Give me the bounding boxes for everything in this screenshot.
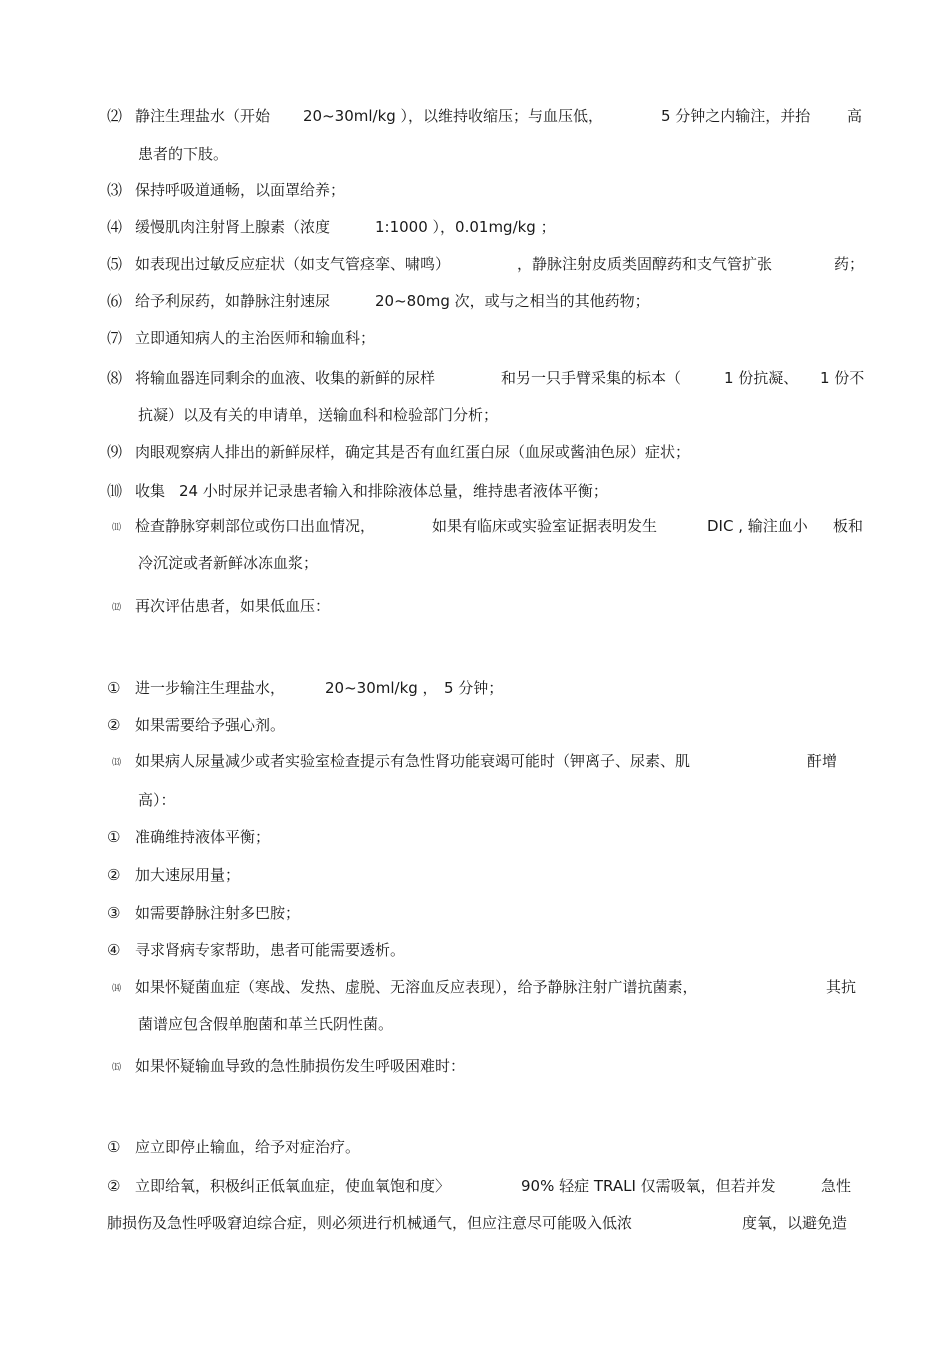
list-item — [0, 326, 950, 350]
text-segment: 20~30ml/kg ， — [325, 679, 438, 697]
text-segment: 1:1000 ），0.01mg/kg ； — [375, 218, 556, 236]
text-segment: 患者的下肢。 — [138, 145, 229, 163]
list-item — [0, 975, 950, 999]
text-segment: 如果病人尿量减少或者实验室检查提示有急性肾功能衰竭可能时（钾离子、尿素、肌 — [135, 752, 691, 770]
text-segment: 如果有临床或实验室证据表明发生 — [432, 517, 658, 535]
text-segment: 给予利尿药，如静脉注射速尿 — [135, 292, 331, 310]
text-segment: 如果怀疑输血导致的急性肺损伤发生呼吸困难时： — [135, 1057, 466, 1075]
text-segment: 如果需要给予强心剂。 — [135, 716, 286, 734]
list-item — [0, 1174, 950, 1198]
text-segment: 和另一只手臂采集的标本（ — [501, 369, 682, 387]
text-segment: 高 — [847, 107, 863, 125]
text-segment: 如需要静脉注射多巴胺； — [135, 904, 301, 922]
text-segment: DIC , 输注血小 — [707, 517, 808, 535]
item-marker: ⑸ — [107, 255, 123, 273]
list-item — [0, 104, 950, 128]
item-marker: ④ — [107, 941, 121, 959]
text-segment: 加大速尿用量； — [135, 866, 241, 884]
item-marker: ⑿ — [112, 603, 122, 613]
text-segment: 5 分钟； — [444, 679, 504, 697]
list-item — [0, 551, 950, 575]
item-marker: ② — [107, 1177, 121, 1195]
text-segment: 24 小时尿并记录患者输入和排除液体总量，维持患者液体平衡； — [179, 482, 608, 500]
text-segment: 肺损伤及急性呼吸窘迫综合症，则必须进行机械通气，但应注意尽可能吸入低浓 — [107, 1214, 633, 1232]
item-marker: ⑼ — [107, 443, 123, 461]
item-marker: ⑻ — [107, 369, 123, 387]
text-segment: 菌谱应包含假单胞菌和革兰氏阴性菌。 — [138, 1015, 394, 1033]
item-marker: ① — [107, 679, 121, 697]
text-segment: 度氧，以避免造 — [742, 1214, 848, 1232]
list-item — [0, 403, 950, 427]
list-item — [0, 1012, 950, 1036]
list-item — [0, 479, 950, 503]
list-item — [0, 440, 950, 464]
text-segment: 再次评估患者，如果低血压： — [135, 597, 331, 615]
item-marker: ⑹ — [107, 292, 123, 310]
text-segment: 肉眼观察病人排出的新鲜尿样，确定其是否有血红蛋白尿（血尿或酱油色尿）症状； — [135, 443, 691, 461]
text-segment: 板和 — [833, 517, 864, 535]
list-item — [0, 215, 950, 239]
text-segment: 其抗 — [826, 978, 857, 996]
item-marker: ③ — [107, 904, 121, 922]
item-marker: ⑽ — [107, 482, 123, 500]
list-item — [0, 749, 950, 773]
list-item — [0, 366, 950, 390]
list-item — [0, 938, 950, 962]
item-marker: ⒀ — [112, 758, 122, 768]
item-marker: ⑵ — [107, 107, 123, 125]
item-marker: ⒂ — [112, 1063, 122, 1073]
text-segment: 急性 — [821, 1177, 852, 1195]
list-item — [0, 713, 950, 737]
item-marker: ① — [107, 828, 121, 846]
item-marker: ⑷ — [107, 218, 123, 236]
list-item — [0, 825, 950, 849]
list-item — [0, 1211, 950, 1235]
text-segment: 立即给氧，积极纠正低氧血症，使血氧饱和度〉 — [135, 1177, 451, 1195]
text-segment: ，静脉注射皮质类固醇药和支气管扩张 — [517, 255, 773, 273]
list-item — [0, 252, 950, 276]
text-segment: 90% 轻症 TRALI 仅需吸氧，但若并发 — [521, 1177, 776, 1195]
text-segment: 如果怀疑菌血症（寒战、发热、虚脱、无溶血反应表现），给予静脉注射广谱抗菌素， — [135, 978, 698, 996]
text-segment: 冷沉淀或者新鲜冰冻血浆； — [138, 554, 319, 572]
list-item — [0, 1135, 950, 1159]
text-segment: 20~80mg 次，或与之相当的其他药物； — [375, 292, 650, 310]
list-item — [0, 901, 950, 925]
text-segment: 保持呼吸道通畅，以面罩给养； — [135, 181, 346, 199]
text-segment: 1 份不 — [820, 369, 865, 387]
text-segment: 如表现出过敏反应症状（如支气管痉挛、啸鸣） — [135, 255, 451, 273]
list-item — [0, 594, 950, 618]
text-segment: 20~30ml/kg ），以维持收缩压；与血压低， — [303, 107, 604, 125]
list-item — [0, 289, 950, 313]
item-marker: ① — [107, 1138, 121, 1156]
text-segment: 缓慢肌肉注射肾上腺素（浓度 — [135, 218, 331, 236]
text-segment: 应立即停止输血，给予对症治疗。 — [135, 1138, 361, 1156]
text-segment: 准确维持液体平衡； — [135, 828, 271, 846]
text-segment: 检查静脉穿刺部位或伤口出血情况， — [135, 517, 376, 535]
text-segment: 抗凝）以及有关的申请单，送输血科和检验部门分析； — [138, 406, 499, 424]
list-item — [0, 863, 950, 887]
list-item — [0, 676, 950, 700]
text-segment: 进一步输注生理盐水， — [135, 679, 286, 697]
list-item — [0, 142, 950, 166]
text-segment: 酐增 — [807, 752, 838, 770]
text-segment: 5 分钟之内输注，并抬 — [661, 107, 811, 125]
list-item — [0, 178, 950, 202]
text-segment: 收集 — [135, 482, 166, 500]
text-segment: 药； — [834, 255, 865, 273]
item-marker: ⑾ — [112, 523, 122, 533]
text-segment: 1 份抗凝、 — [724, 369, 799, 387]
text-segment: 寻求肾病专家帮助，患者可能需要透析。 — [135, 941, 406, 959]
text-segment: 静注生理盐水（开始 — [135, 107, 271, 125]
item-marker: ② — [107, 716, 121, 734]
text-segment: 高）： — [138, 791, 176, 809]
item-marker: ② — [107, 866, 121, 884]
list-item — [0, 514, 950, 538]
list-item — [0, 1054, 950, 1078]
text-segment: 将输血器连同剩余的血液、收集的新鲜的尿样 — [135, 369, 436, 387]
item-marker: ⒁ — [112, 984, 122, 994]
item-marker: ⑶ — [107, 181, 123, 199]
item-marker: ⑺ — [107, 329, 123, 347]
text-segment: 立即通知病人的主治医师和输血科； — [135, 329, 376, 347]
list-item — [0, 788, 950, 812]
